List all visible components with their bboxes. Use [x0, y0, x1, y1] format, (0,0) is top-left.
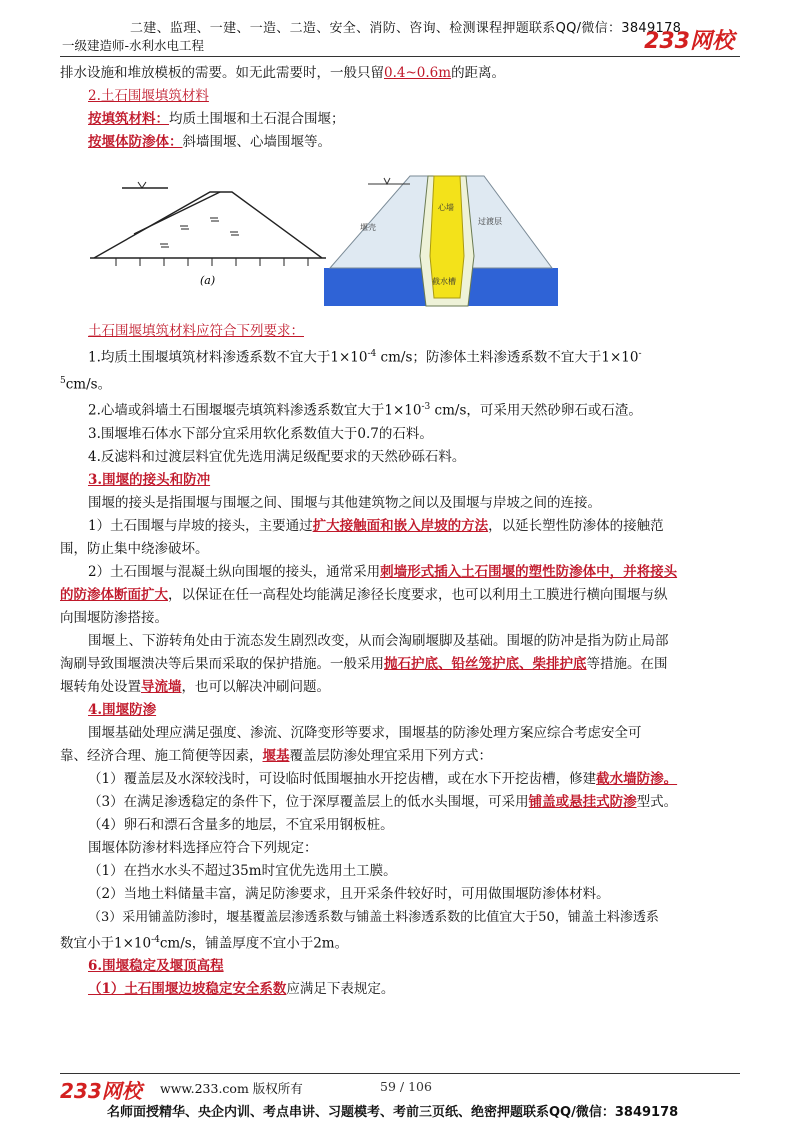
page-number: 59 / 106 — [380, 1079, 432, 1094]
paragraph: 按填筑材料：均质土围堰和土石混合围堰； — [88, 111, 345, 127]
paragraph: 2）土石围堰与混凝土纵向围堰的接头，通常采用刺墙形式插入土石围堰的塑性防渗体中，并将接头 — [88, 563, 678, 580]
paragraph: 淘刷导致围堰溃决等后果而采取的保护措施。一般采用抛石护底、铅丝笼护底、柴排护底等措施。在围 — [60, 655, 668, 672]
list-item: （2）当地土料储量丰富，满足防渗要求，且开采条件较好时，可用做围堰防渗体材料。 — [88, 885, 610, 902]
section-title: 4.围堰防渗 — [88, 701, 157, 718]
shell-label: 堰壳 — [360, 223, 376, 232]
section-title: 土石围堰填筑材料应符合下列要求： — [88, 323, 304, 339]
brand-logo: 233网校 — [644, 29, 734, 54]
paragraph: $^5$cm/s。 — [60, 375, 112, 392]
paragraph: 3.围堰堆石体水下部分宜采用软化系数值大于0.7的石料。 — [88, 425, 433, 442]
paragraph: 向围堰防渗搭接。 — [60, 609, 168, 626]
header-divider — [60, 56, 740, 57]
footer-logo: 233网校 — [60, 1079, 142, 1103]
cofferdam-diagrams — [60, 160, 740, 310]
page-content — [60, 62, 740, 1001]
paragraph: 数宜小于$1\times 10^{-4}cm/s$，铺盖厚度不宜小于2m。 — [60, 934, 349, 951]
section-title: 6.围堰稳定及堰顶高程 — [88, 958, 224, 974]
paragraph: 1.均质土围堰填筑材料渗透系数不宜大于$1\times 10^{-4}$ cm/s；防渗体土料渗透系数不宜大于1×10- — [88, 349, 642, 366]
footer-copyright: www.233.com 版权所有 — [160, 1081, 303, 1096]
paragraph: 围堰基础处理应满足强度、渗流、沉降变形等要求，围堰基的防渗处理方案应综合考虑安全可 — [88, 724, 642, 741]
paragraph: 堰转角处设置导流墙，也可以解决冲刷问题。 — [60, 678, 330, 695]
core-wall-cofferdam-figure — [324, 176, 558, 306]
section-title: 2.土石围堰填筑材料 — [88, 88, 209, 104]
paragraph: 1）土石围堰与岸坡的接头，主要通过扩大接触面和嵌入岸坡的方法，以延长塑性防渗体的接触范 — [88, 517, 664, 534]
cutoff-trench-label: 截水槽 — [432, 277, 456, 286]
paragraph: 排水设施和堆放模板的需要。如无此需要时，一般只留0.4~0.6m的距离。 — [60, 65, 506, 81]
list-item: （4）卵石和漂石含量多的地层，不宜采用钢板桩。 — [88, 816, 394, 833]
header-contact-line: 二建、监理、一建、一造、二造、安全、消防、咨询、检测课程押题联系QQ/微信：3849178 — [130, 21, 682, 36]
paragraph: 2.心墙或斜墙土石围堰堰壳填筑料渗透系数宜大于$1\times 10^{-3}$ cm/s，可采用天然砂卵石或石渣。 — [88, 402, 642, 419]
paragraph: 的防渗体断面扩大，以保证在任一高程处均能满足渗径长度要求，也可以利用土工膜进行横向围堰与纵 — [60, 586, 668, 603]
paragraph: 围堰体防渗材料选择应符合下列规定： — [88, 839, 318, 856]
paragraph: 4.反滤料和过渡层料宜优先选用满足级配要求的天然砂砾石料。 — [88, 448, 466, 465]
figure-a-label: (a) — [200, 274, 216, 287]
sloping-wall-cofferdam-figure — [90, 182, 326, 266]
paragraph: 按堰体防渗体：斜墙围堰、心墙围堰等。 — [88, 134, 331, 150]
section-title: 3.围堰的接头和防冲 — [88, 471, 211, 488]
paragraph: 围堰的接头是指围堰与围堰之间、围堰与其他建筑物之间以及围堰与岸坡之间的连接。 — [88, 494, 601, 511]
paragraph: 围，防止集中绕渗破坏。 — [60, 540, 209, 557]
footer-contact-note: 名师面授精华、央企内训、考点串讲、习题模考、考前三页纸、绝密押题联系QQ/微信：3849178 — [107, 1105, 679, 1120]
paragraph: 靠、经济合理、施工简便等因素，堰基覆盖层防渗处理宜采用下列方式： — [60, 747, 492, 764]
list-item: （1）在挡水水头不超过35m时宜优先选用土工膜。 — [88, 862, 397, 879]
filter-layer-label: 过渡层 — [478, 217, 502, 226]
list-item: （1）覆盖层及水深较浅时，可设临时低围堰抽水开挖齿槽，或在水下开挖齿槽，修建截水墙防渗。 — [88, 770, 678, 787]
paragraph: 围堰上、下游转角处由于流态发生剧烈改变，从而会淘刷堰脚及基础。围堰的防冲是指为防止局部 — [88, 632, 669, 649]
paragraph: （1）土石围堰边坡稳定安全系数应满足下表规定。 — [88, 981, 395, 997]
list-item: （3）采用铺盖防渗时，堰基覆盖层渗透系数与铺盖土料渗透系数的比值宜大于50，铺盖土料渗透系 — [88, 909, 659, 925]
core-label: 心墙 — [438, 203, 454, 212]
list-item: （3）在满足渗透稳定的条件下，位于深厚覆盖层上的低水头围堰，可采用铺盖或悬挂式防渗型式。 — [88, 793, 678, 810]
header-subject: 一级建造师-水利水电工程 — [62, 38, 205, 53]
cofferdam-diagram-svg — [60, 160, 740, 310]
footer-divider — [60, 1073, 740, 1074]
